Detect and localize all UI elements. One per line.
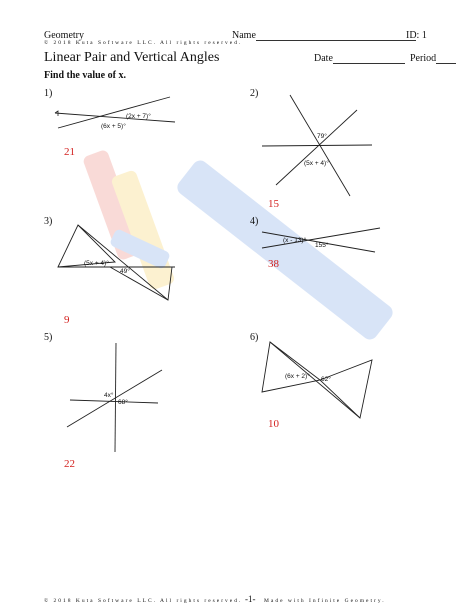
problem-2-number: 2): [250, 88, 259, 99]
p3-label-left: (5x + 4)°: [84, 260, 109, 267]
p6-triangle-left: [262, 342, 320, 392]
problem-6-diagram: [262, 342, 372, 418]
p2-label-bottom: (5x + 4)°: [304, 160, 329, 167]
p1-label-bottom: (6x + 5)°: [101, 123, 126, 130]
footer-made-with: Made with Infinite Geometry.: [264, 598, 386, 604]
problem-3-answer: 9: [64, 314, 70, 326]
p4-label-left: (x - 13)°: [283, 237, 307, 244]
p1-line-a: [55, 113, 175, 122]
p2-line-h: [262, 145, 372, 146]
problem-5-number: 5): [44, 332, 53, 343]
problem-5-diagram: [67, 343, 162, 452]
p2-label-top: 79°: [317, 133, 327, 140]
footer-copyright: © 2018 Kuta Software LLC. All rights reserved.: [44, 598, 243, 604]
problem-6-number: 6): [250, 332, 259, 343]
problem-4-number: 4): [250, 216, 259, 227]
p1-label-top: (2x + 7)°: [126, 113, 151, 120]
p5-label-bottom: 68°: [118, 399, 128, 406]
problem-4-diagram: [262, 228, 380, 252]
p6-label-right: 62°: [321, 376, 331, 383]
p6-label-left: (6x + 2)°: [285, 373, 310, 380]
p4-label-right: 155°: [315, 242, 329, 249]
problem-1-number: 1): [44, 88, 53, 99]
name-label: Name: [232, 30, 256, 41]
p5-line-a: [67, 370, 162, 427]
p5-label-top: 4x°: [104, 392, 114, 399]
p5-line-b: [70, 400, 158, 403]
p6-triangle-right: [320, 360, 372, 418]
date-label: Date: [314, 53, 333, 64]
problem-5-answer: 22: [64, 458, 75, 470]
problem-1-answer: 21: [64, 146, 75, 158]
problem-2-answer: 15: [268, 198, 279, 210]
problem-3-diagram: [58, 225, 175, 300]
p2-line-b: [276, 110, 357, 185]
period-label: Period: [410, 53, 437, 64]
p3-label-right: 49°: [120, 268, 130, 275]
problem-4-answer: 38: [268, 258, 279, 270]
page-number: -1-: [245, 594, 256, 604]
problem-6-answer: 10: [268, 418, 279, 430]
id-label: ID: 1: [406, 30, 427, 41]
instructions: Find the value of x.: [44, 70, 126, 81]
problem-3-number: 3): [44, 216, 53, 227]
page-title: Linear Pair and Vertical Angles: [44, 50, 220, 65]
subject-label: Geometry: [44, 30, 84, 41]
header-copyright: © 2018 Kuta Software LLC. All rights reserved.: [44, 40, 243, 46]
p6-transversal: [270, 342, 360, 418]
problem-2-diagram: [262, 95, 372, 196]
problem-1-diagram: [55, 97, 175, 130]
